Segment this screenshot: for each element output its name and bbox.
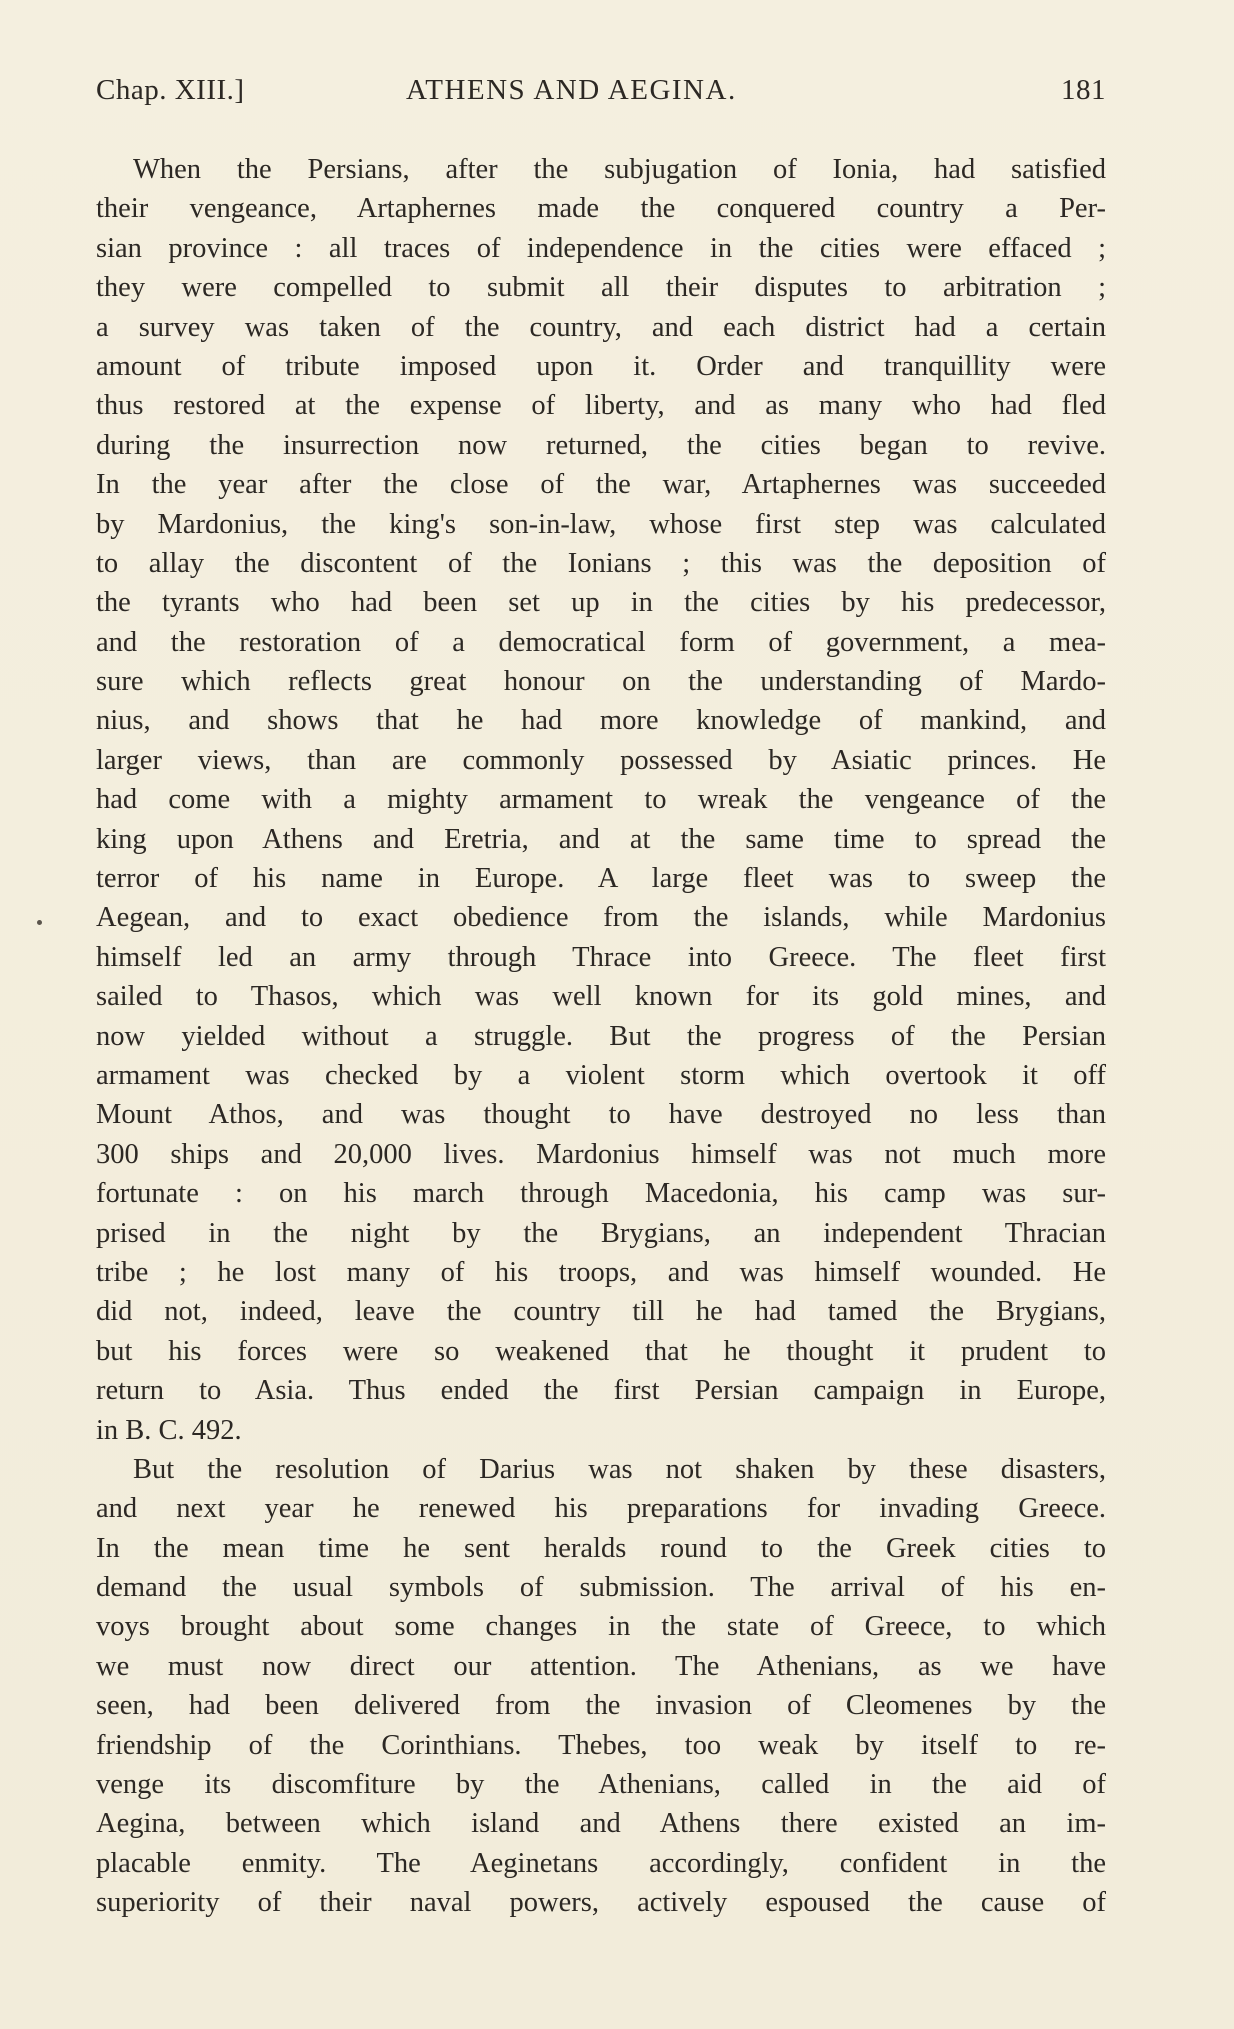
body-text bbox=[96, 150, 1106, 1923]
page-title: ATHENS AND AEGINA. bbox=[406, 74, 737, 106]
text-line: demand the usual symbols of submission. The arrival of his en- bbox=[96, 1572, 1106, 1604]
text-line: prised in the night by the Brygians, an independent Thracian bbox=[96, 1217, 1106, 1249]
text-line: friendship of the Corinthians. Thebes, too weak by itself to re- bbox=[96, 1729, 1106, 1761]
text-line: and next year he renewed his preparations for invading Greece. bbox=[96, 1493, 1106, 1525]
text-line: Mount Athos, and was thought to have destroyed no less than bbox=[96, 1099, 1106, 1131]
text-line: amount of tribute imposed upon it. Order and tranquillity were bbox=[96, 350, 1106, 382]
text-line: during the insurrection now returned, the cities began to revive. bbox=[96, 429, 1106, 461]
text-line: had come with a mighty armament to wreak the vengeance of the bbox=[96, 784, 1106, 816]
text-line: to allay the discontent of the Ionians ; this was the deposition of bbox=[96, 547, 1106, 579]
text-line: 300 ships and 20,000 lives. Mardonius himself was not much more bbox=[96, 1138, 1106, 1170]
text-line: we must now direct our attention. The Athenians, as we have bbox=[96, 1650, 1106, 1682]
chapter-label: Chap. XIII.] bbox=[96, 74, 245, 106]
text-line: Aegina, between which island and Athens there existed an im- bbox=[96, 1808, 1106, 1840]
text-line: When the Persians, after the subjugation of Ionia, had satisfied bbox=[133, 154, 1106, 185]
text-line: return to Asia. Thus ended the first Persian campaign in Europe, bbox=[96, 1375, 1106, 1407]
text-line: armament was checked by a violent storm which overtook it off bbox=[96, 1059, 1106, 1091]
text-line: In the mean time he sent heralds round to the Greek cities to bbox=[96, 1532, 1106, 1564]
text-line: voys brought about some changes in the state of Greece, to which bbox=[96, 1611, 1106, 1643]
text-line: and the restoration of a democratical form of government, a mea- bbox=[96, 626, 1106, 658]
text-line: venge its discomfiture by the Athenians, called in the aid of bbox=[96, 1769, 1106, 1801]
text-line: But the resolution of Darius was not shaken by these disasters, bbox=[133, 1453, 1106, 1485]
text-line: himself led an army through Thrace into Greece. The fleet first bbox=[96, 941, 1106, 973]
text-line: placable enmity. The Aeginetans accordingly, confident in the bbox=[96, 1847, 1106, 1879]
text-line: did not, indeed, leave the country till he had tamed the Brygians, bbox=[96, 1296, 1106, 1328]
text-line: terror of his name in Europe. A large fleet was to sweep the bbox=[96, 863, 1106, 895]
running-header bbox=[96, 74, 1106, 124]
text-line: king upon Athens and Eretria, and at the same time to spread the bbox=[96, 823, 1106, 855]
text-line: fortunate : on his march through Macedonia, his camp was sur- bbox=[96, 1178, 1106, 1210]
text-line: but his forces were so weakened that he thought it prudent to bbox=[96, 1335, 1106, 1367]
text-line: superiority of their naval powers, actively espoused the cause of bbox=[96, 1887, 1106, 1919]
text-line: larger views, than are commonly possessed by Asiatic princes. He bbox=[96, 744, 1106, 776]
text-line: now yielded without a struggle. But the progress of the Persian bbox=[96, 1020, 1106, 1052]
text-line: thus restored at the expense of liberty, and as many who had fled bbox=[96, 390, 1106, 422]
text-line: seen, had been delivered from the invasion of Cleomenes by the bbox=[96, 1690, 1106, 1722]
text-line: their vengeance, Artaphernes made the conquered country a Per- bbox=[96, 193, 1106, 225]
text-line: Aegean, and to exact obedience from the islands, while Mardonius bbox=[96, 902, 1106, 934]
text-line: nius, and shows that he had more knowledge of mankind, and bbox=[96, 705, 1106, 737]
text-line: in B. C. 492. bbox=[96, 1414, 242, 1446]
text-line: sailed to Thasos, which was well known for its gold mines, and bbox=[96, 981, 1106, 1013]
text-line: the tyrants who had been set up in the cities by his predecessor, bbox=[96, 587, 1106, 619]
text-line: tribe ; he lost many of his troops, and was himself wounded. He bbox=[96, 1256, 1106, 1288]
text-line: a survey was taken of the country, and each district had a certain bbox=[96, 311, 1106, 343]
text-line: sure which reflects great honour on the understanding of Mardo- bbox=[96, 666, 1106, 698]
margin-mark bbox=[37, 920, 42, 925]
text-line: by Mardonius, the king's son-in-law, whose first step was calculated bbox=[96, 508, 1106, 540]
text-line: they were compelled to submit all their disputes to arbitration ; bbox=[96, 272, 1106, 304]
text-line: sian province : all traces of independence in the cities were effaced ; bbox=[96, 232, 1106, 264]
page-number: 181 bbox=[1061, 74, 1106, 106]
text-line: In the year after the close of the war, Artaphernes was succeeded bbox=[96, 469, 1106, 501]
